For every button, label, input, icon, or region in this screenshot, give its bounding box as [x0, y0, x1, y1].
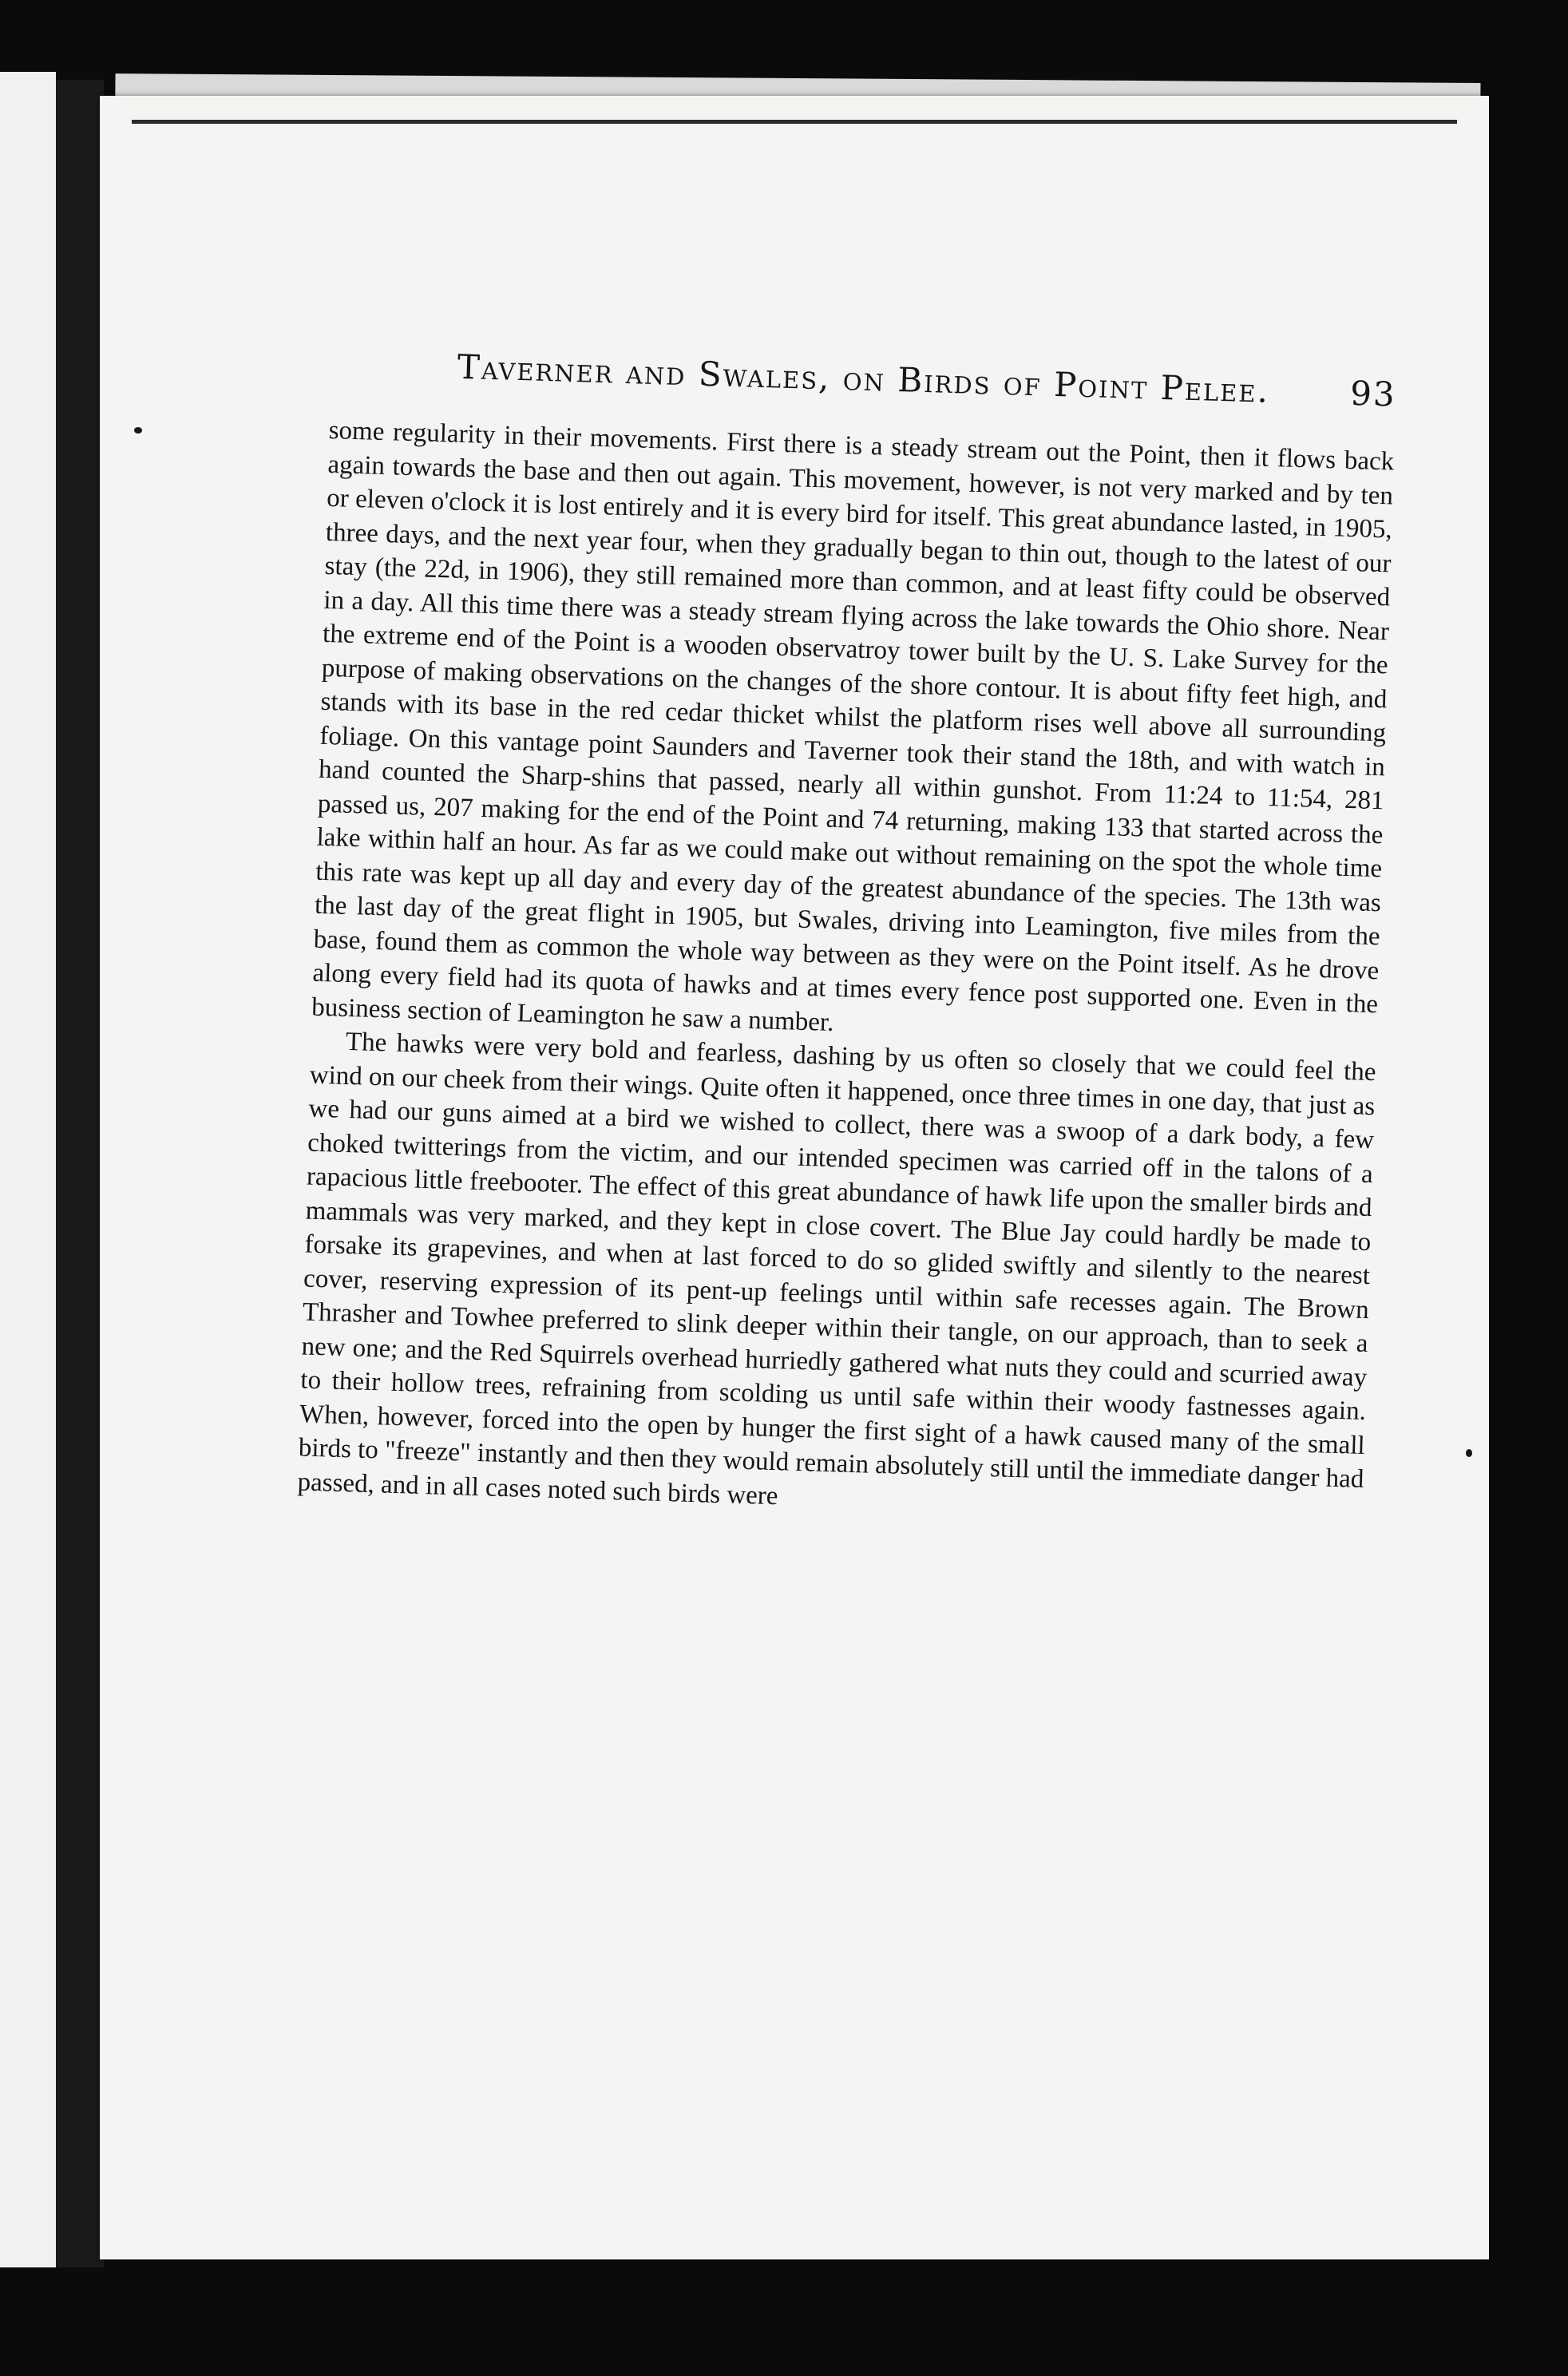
- left-page-edge: [0, 72, 56, 2267]
- scan-speck: [134, 427, 142, 434]
- body-text: [297, 414, 1395, 1531]
- page-top-rule: [132, 120, 1457, 124]
- running-head-title: Taverner and Swales, on Birds of Point Pelee.: [457, 346, 1270, 410]
- scan-speck: [1466, 1449, 1472, 1457]
- paragraph-1: some regularity in their movements. First there is a steady stream out the Point, then it flows back again towards the base and then out again. This movement, however, is not very marked and by ten or eleven o'clock it is lost entirely and it is every bird for itself. This great abundance lasted, in 1905, three days, and the next year four, when they gradually began to thin out, though to the latest of our stay (the 22d, in 1906), they still remained more than common, and at least fifty could be observed in a day. All this time there was a steady stream flying across the lake towards the Ohio shore. Near the extreme end of the Point is a wooden observatroy tower built by the U. S. Lake Survey for the purpose of making observations on the changes of the shore contour. It is about fifty feet high, and stands with its base in the red cedar thicket whilst the platform rises well above all surrounding foliage. On this vantage point Saunders and Taverner took their stand the 18th, and with watch in hand counted the Sharp-shins that passed, nearly all within gunshot. From 11:24 to 11:54, 281 passed us, 207 making for the end of the Point and 74 returning, making 133 that started across the lake within half an hour. As far as we could make out without remaining on the spot the whole time this rate was kept up all day and every day of the greatest abundance of the species. The 13th was the last day of the great flight in 1905, but Swales, driving into Leamington, five miles from the base, found them as common the whole way between as they were on the Point itself. As he drove along every field had its quota of hawks and at times every fence post supported one. Even in the business section of Leamington he saw a number.: [311, 415, 1395, 1037]
- page-number: 93: [1349, 373, 1397, 414]
- page-content: [297, 343, 1396, 1531]
- book-spine: [56, 80, 104, 2267]
- book-page: [100, 96, 1489, 2259]
- paragraph-2: The hawks were very bold and fearless, dashing by us often so closely that we could feel the wind on our cheek from their wings. Quite often it happened, once three times in one day, that just as we had our guns aimed at a bird we wished to collect, there was a swoop of a dark body, a few choked twitterings from the victim, and our intended specimen was carried off in the talons of a rapacious little freebooter. The effect of this great abundance of hawk life upon the smaller birds and mammals was very marked, and they kept in close covert. The Blue Jay could hardly be made to forsake its grapevines, and when at last forced to do so glided swiftly and silently to the nearest cover, reserving expression of its pent-up feelings until within safe recesses again. The Brown Thrasher and Towhee preferred to slink deeper within their tangle, on our approach, than to seek a new one; and the Red Squirrels overhead hurriedly gathered what nuts they could and scurried away to their hollow trees, refraining from scolding us until safe within their woody fastnesses again. When, however, forced into the open by hunger the first sight of a hawk caused many of the small birds to "freeze" instantly and then they would remain absolutely still until the immediate danger had passed, and in all cases noted such birds were: [297, 1027, 1377, 1511]
